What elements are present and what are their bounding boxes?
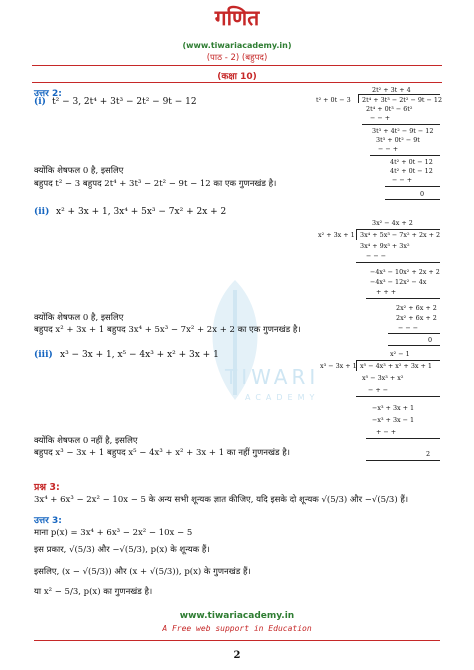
part-i-label: (i) (34, 97, 46, 107)
answer-2-heading: उत्तर 2: (34, 89, 62, 99)
class-label: (कक्षा 10) (217, 72, 257, 82)
part-iii-label: (iii) (34, 350, 53, 360)
part-iii-conclusion: बहुपद x³ − 3x + 1 बहुपद x⁵ − 4x³ + x² + 3x + 1 का नहीं गुणनखंड है। (34, 448, 290, 458)
chapter-label: (पाठ - 2) (बहुपद) (206, 53, 268, 63)
question-3-heading: प्रश्न 3: (34, 482, 60, 493)
footer-tagline: A Free web support in Education (162, 624, 312, 633)
part-ii-label: (ii) (34, 207, 50, 217)
footer-url: www.tiwariacademy.in (179, 611, 295, 621)
header-url: (www.tiwariacademy.in) (182, 41, 292, 50)
part-i-expression: t² − 3, 2t⁴ + 3t³ − 2t² − 9t − 12 (52, 97, 197, 107)
part-iii-remark: क्योंकि शेषफल 0 नहीं है, इसलिए (34, 436, 138, 446)
answer-3-heading: उत्तर 3: (34, 516, 62, 526)
dividend: 2t⁴ + 3t³ − 2t² − 9t − 12 (362, 96, 443, 104)
part-i-remark: क्योंकि शेषफल 0 है, इसलिए (34, 166, 124, 176)
part-ii-expression: x² + 3x + 1, 3x⁴ + 5x³ − 7x² + 2x + 2 (56, 207, 227, 217)
quotient: 2t² + 3t + 4 (372, 86, 411, 94)
divisor: t² + 0t − 3 (316, 96, 351, 104)
page-number: 2 (233, 650, 241, 661)
watermark-sub: ACADEMY (245, 393, 320, 402)
header-divider (32, 82, 442, 83)
answer-3-line: इसलिए, (x − √(5/3)) और (x + √(5/3)), p(x) के गुणनखंड हैं। (34, 567, 251, 577)
watermark-name: TIWARI (225, 365, 320, 389)
answer-3-line: या x² − 5/3, p(x) का गुणनखंड है। (34, 587, 153, 597)
page-title: गणित (214, 6, 260, 30)
part-iii-expression: x³ − 3x + 1, x⁵ − 4x³ + x² + 3x + 1 (60, 350, 219, 360)
part-ii-conclusion: बहुपद x² + 3x + 1 बहुपद 3x⁴ + 5x³ − 7x² + 2x + 2 का एक गुणनखंड है। (34, 325, 301, 335)
footer-divider (34, 640, 440, 641)
watermark-logo (195, 270, 285, 410)
header-divider (32, 65, 442, 66)
part-ii-remark: क्योंकि शेषफल 0 है, इसलिए (34, 313, 124, 323)
part-i-conclusion: बहुपद t² − 3 बहुपद 2t⁴ + 3t³ − 2t² − 9t − 12 का एक गुणनखंड है। (34, 179, 277, 189)
answer-3-line: माना p(x) = 3x⁴ + 6x³ − 2x² − 10x − 5 (34, 528, 193, 538)
answer-3-line: इस प्रकार, √(5/3) और −√(5/3), p(x) के शून्यक हैं। (34, 545, 210, 555)
question-3-text: 3x⁴ + 6x³ − 2x² − 10x − 5 के अन्य सभी शून्यक ज्ञात कीजिए, यदि इसके दो शून्यक √(5/3) और −√(5/3) हैं। (34, 495, 409, 505)
watermark-leaf-icon (195, 270, 285, 410)
